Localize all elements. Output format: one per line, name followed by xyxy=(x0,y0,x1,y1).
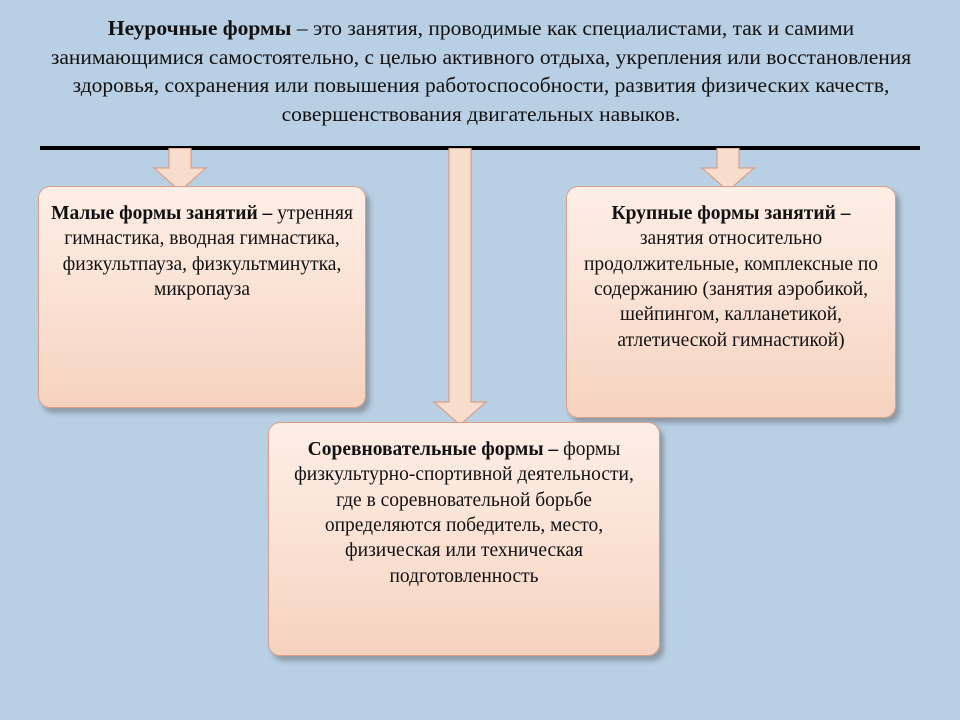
concept-box-competitive-forms xyxy=(268,422,660,656)
box-body-small-forms: утренняя гимнастика, вводная гимнастика, физкультпауза, физкультминутка, микропауза xyxy=(62,203,353,301)
intro-lead-term: Неурочные формы xyxy=(107,16,292,40)
box-title-competitive-forms: Соревновательные формы – xyxy=(307,439,564,460)
box-body-large-forms: занятия относительно продолжительные, комплексные по содержанию (занятия аэробикой, шейпингом, калланетикой, атлетической гимнастикой) xyxy=(583,228,879,351)
box-title-small-forms: Малые формы занятий – xyxy=(51,203,278,224)
concept-box-small-forms xyxy=(38,186,366,408)
intro-paragraph xyxy=(34,14,928,128)
box-body-competitive-forms: формы физкультурно-спортивной деятельности, где в соревновательной борьбе определяются победитель, место, физическая или техническая подготовленность xyxy=(294,439,634,587)
intro-body-text: – это занятия, проводимые как специалистами, так и самими занимающимися самостоятельно, с целью активного отдыха, укрепления или восстановления здоровья, сохранения или повышения работоспособности, развития физических качеств, совершенствования двигательных навыков. xyxy=(50,16,912,126)
concept-box-large-forms xyxy=(566,186,896,418)
arrow-down-icon xyxy=(432,148,488,426)
box-title-large-forms: Крупные формы занятий – xyxy=(611,203,851,224)
